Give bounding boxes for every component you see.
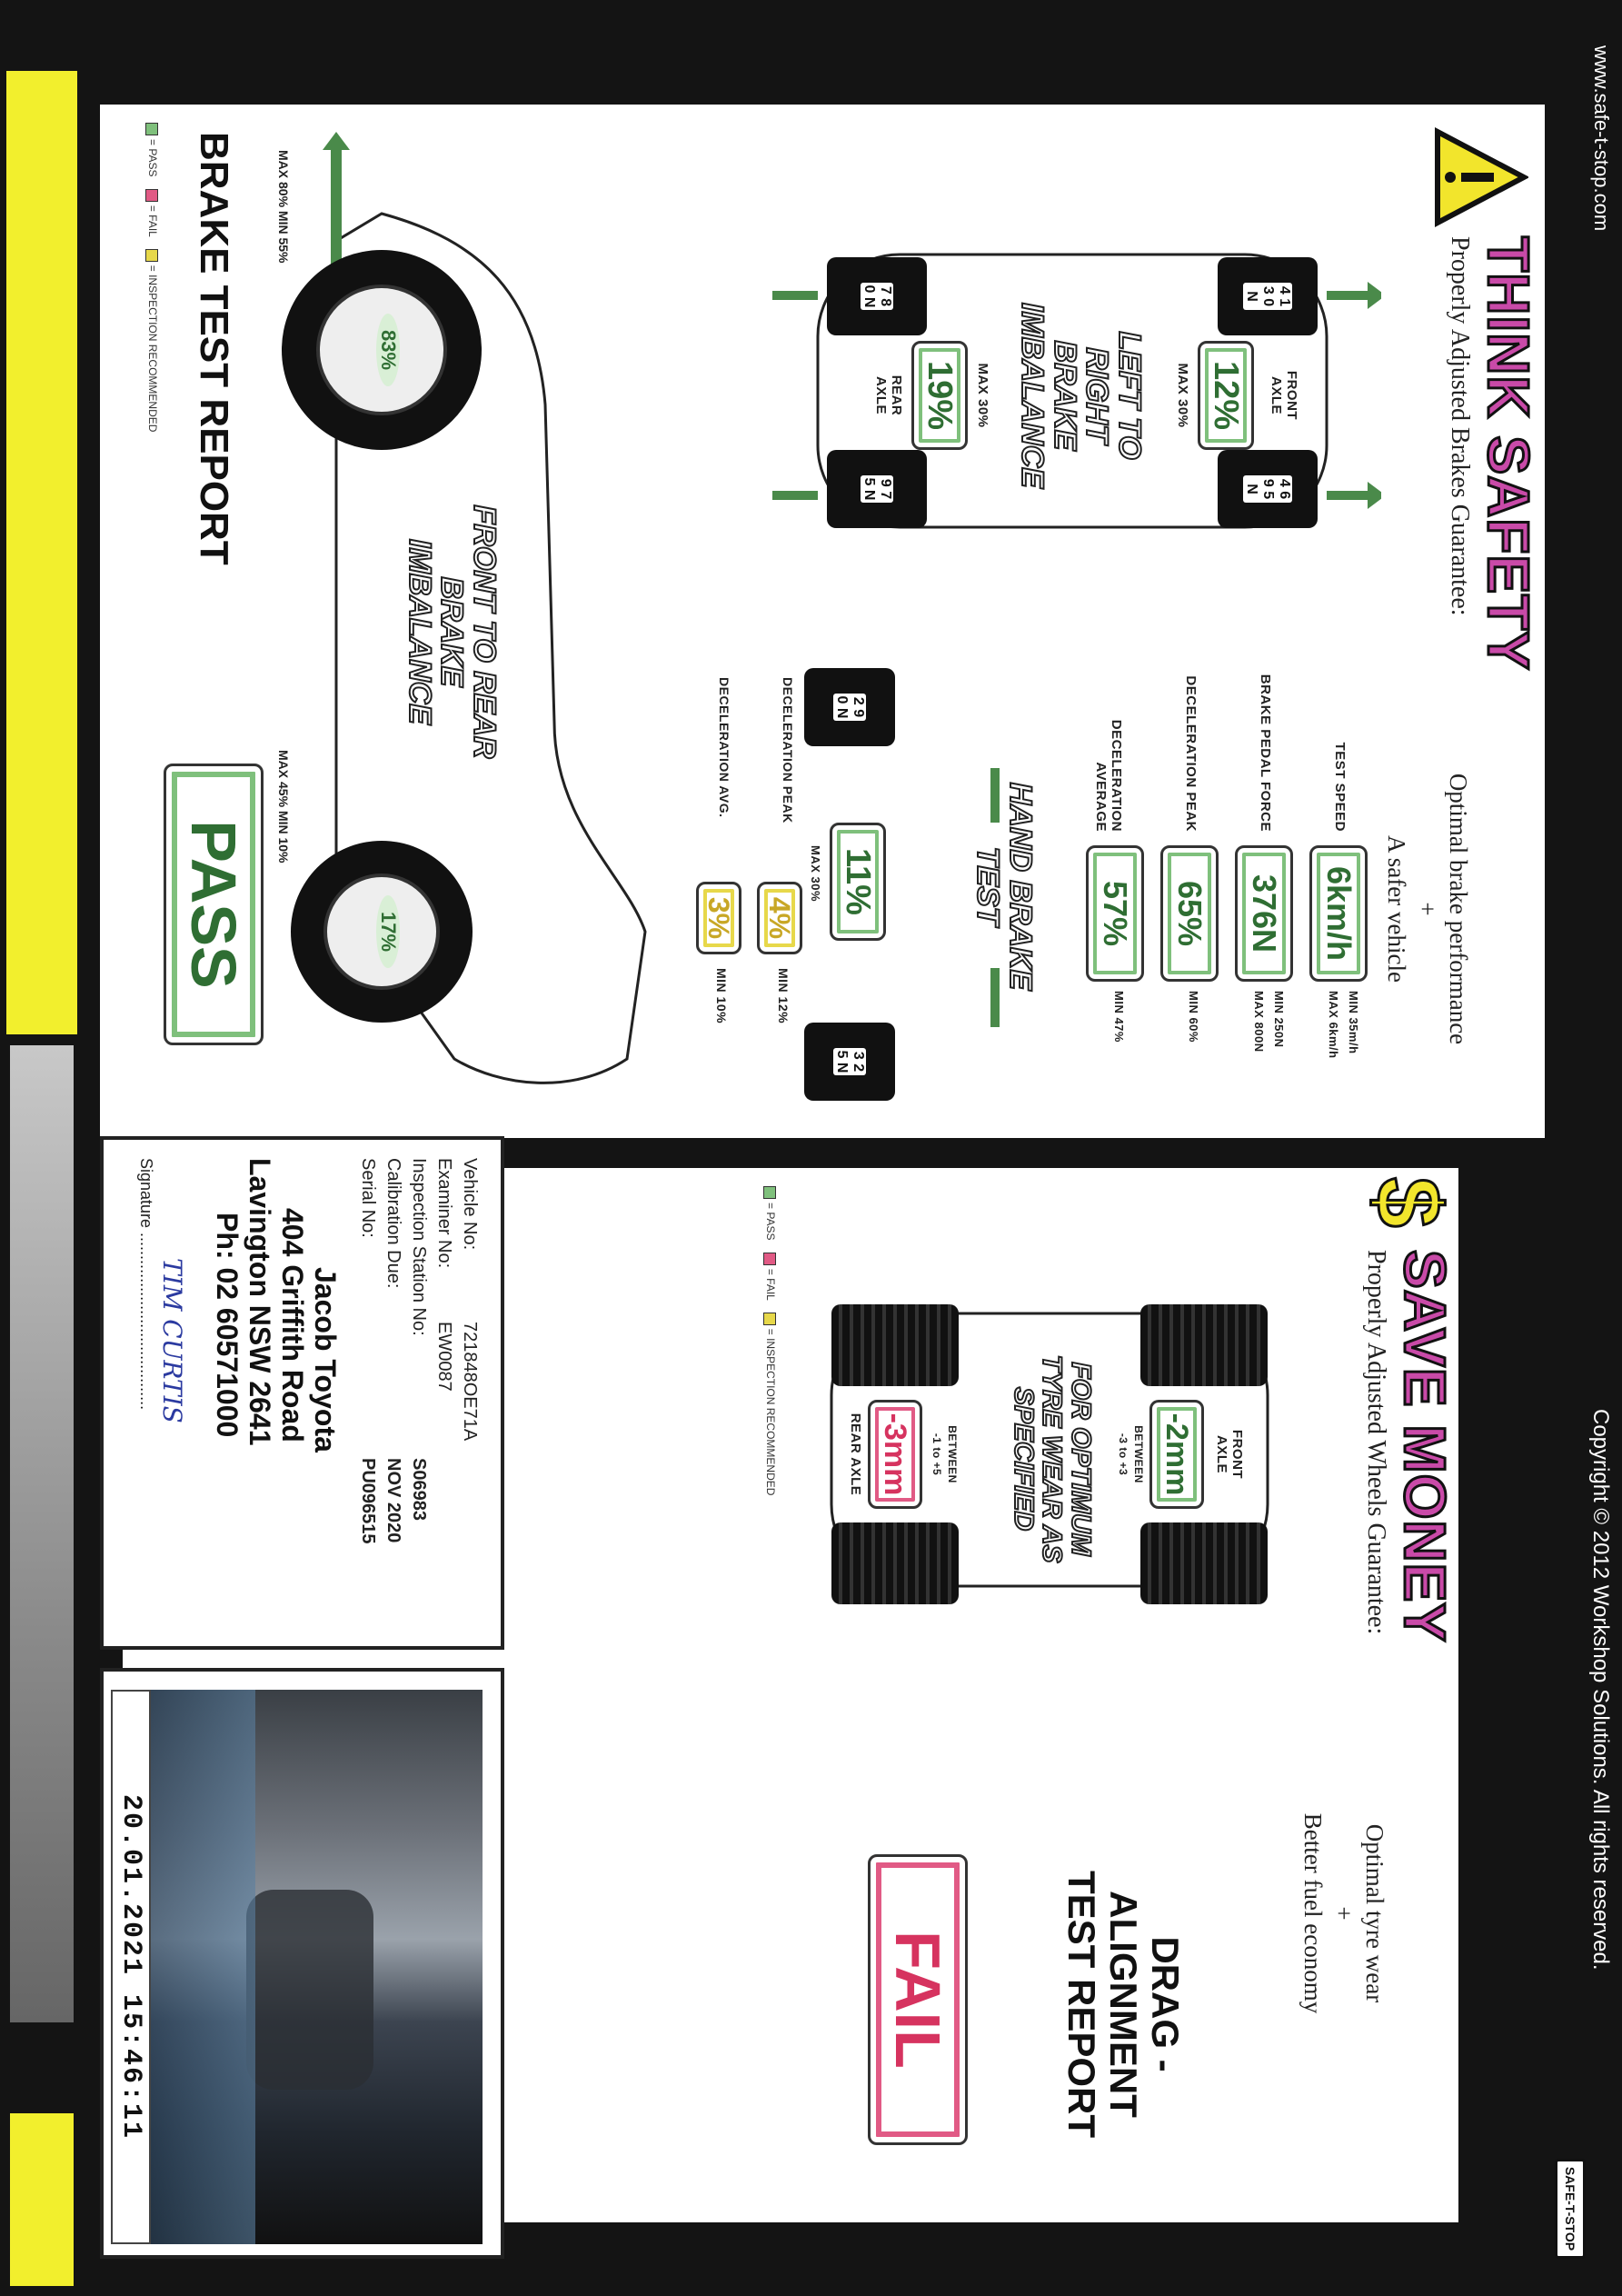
hand-brake-section [741, 668, 1040, 1141]
digit: N [834, 1062, 850, 1073]
stat-value: 57% [1086, 845, 1144, 982]
align-diagram [795, 1223, 1304, 1695]
legend-insp: = INSPECTION RECOMMENDED [146, 265, 159, 433]
legend-pass: = PASS [764, 1203, 777, 1241]
stat-row-pedal-force [1228, 668, 1293, 1104]
brake-line1: Optimal brake performance [1445, 773, 1472, 1045]
rear-right-tyre [827, 450, 927, 528]
digit: 2 [851, 696, 866, 705]
align-rear-right-tyre [831, 1522, 959, 1604]
front-axle-max: MAX 30% [1175, 363, 1190, 428]
warning-triangle-icon [1428, 127, 1528, 227]
front-right-tyre [1218, 450, 1318, 528]
align-rear-range: -1 to +5 [930, 1433, 943, 1476]
align-plus: + [1330, 1906, 1358, 1921]
business-name: Jacob Toyota [309, 1267, 342, 1452]
business-street: 404 Griffith Road [276, 1208, 309, 1442]
rear-wheel-limit: MAX 45% MIN 10% [276, 750, 291, 863]
brake-guarantee-text: Properly Adjusted Brakes Guarantee: [1446, 236, 1474, 616]
safe-t-stop-logo: SAFE-T-STOP [1555, 2159, 1586, 2259]
signature-line: Signature ....................................... [137, 1158, 155, 1411]
photo-timestamp: 20.01.2021 15:46:11 [111, 1690, 151, 2244]
stat-limit-1: MIN 47% [1112, 991, 1126, 1043]
brake-header [1383, 127, 1541, 1127]
front-left-tyre [1218, 257, 1318, 335]
digit: 2 [851, 1063, 866, 1073]
field-label: Inspection Station No: [409, 1158, 429, 1336]
digit: N [861, 489, 877, 501]
field-label: Examiner No: [434, 1158, 454, 1269]
digit: 7 [878, 285, 893, 294]
stat-row-test-speed [1302, 668, 1368, 1104]
camera-photo [146, 1690, 483, 2244]
stat-limit-1: MIN 35m/h [1347, 991, 1360, 1054]
stat-row-decel-average [1079, 668, 1144, 1104]
decel-avg-value: 3% [696, 882, 741, 954]
field-calibration-due [381, 1158, 406, 1631]
align-rear-between: BETWEEN [946, 1425, 959, 1483]
field-label: Serial No: [358, 1158, 378, 1238]
hand-brake-max: MAX 30% [809, 845, 822, 903]
digit: 0 [1260, 298, 1276, 307]
digit: N [834, 707, 850, 719]
digit: 3 [851, 1051, 866, 1060]
field-value: PU096515 [358, 1458, 378, 1544]
legend-fail: = FAIL [146, 205, 159, 237]
tyre-value [1243, 283, 1292, 310]
pass-swatch [145, 123, 158, 135]
business-address [211, 1158, 342, 1631]
field-value: EW0087 [434, 1322, 454, 1392]
digit: 5 [861, 477, 877, 486]
align-report-title [1060, 1804, 1186, 2204]
digit: 5 [1260, 491, 1276, 500]
digit: N [1244, 484, 1259, 494]
brake-line2: A safer vehicle [1383, 835, 1410, 983]
brake-guarantee-lines [1381, 691, 1474, 1127]
rear-wheel-value: 17% [376, 895, 400, 968]
digit: 6 [1277, 491, 1292, 500]
align-guarantee-lines [1298, 1695, 1390, 2131]
rear-axle-max: MAX 30% [975, 363, 990, 428]
grey-gradient-strip [10, 1045, 74, 2022]
yellow-strip [6, 71, 77, 1034]
align-front-label: FRONT AXLE [1214, 1429, 1245, 1480]
stat-value: 6km/h [1309, 845, 1368, 982]
business-phone: Ph: 02 60571000 [211, 1213, 244, 1438]
vehicle-wheel-shape [246, 1890, 373, 2090]
hand-brake-left-tyre [804, 668, 895, 746]
digit: 4 [1277, 285, 1292, 294]
save-money-title: SAVE MONEY [1392, 1250, 1458, 1642]
tyre-value [833, 694, 866, 721]
brake-report-title: BRAKE TEST REPORT [192, 132, 236, 565]
rear-axle-value: 19% [911, 341, 968, 450]
tyre-value [833, 1048, 866, 1075]
digit: 1 [1277, 298, 1292, 307]
insp-swatch [763, 1313, 776, 1325]
align-front-right-tyre [1140, 1522, 1268, 1604]
digit: 9 [1260, 478, 1276, 487]
vehicle-fields [355, 1158, 483, 1631]
rear-axle-label: REAR AXLE [873, 374, 904, 416]
decel-avg-limit: MIN 10% [714, 968, 729, 1024]
legend-fail: = FAIL [764, 1268, 777, 1301]
align-rear-label: REAR AXLE [848, 1413, 863, 1496]
stat-value: 65% [1160, 845, 1219, 982]
fail-swatch [763, 1253, 776, 1265]
tyre-value [1243, 475, 1292, 503]
field-vehicle-no [457, 1158, 483, 1631]
front-rear-imbalance-diagram [264, 132, 682, 1113]
align-title-3: TEST REPORT [1060, 1870, 1103, 2139]
front-wheel-value: 83% [376, 314, 400, 386]
front-axle-label: FRONT AXLE [1269, 370, 1299, 421]
vehicle-details-panel [100, 1136, 504, 1650]
fail-swatch [145, 189, 158, 202]
digit: 9 [878, 478, 893, 487]
digit: N [1244, 291, 1259, 302]
stat-limit-2: MAX 6km/h [1327, 991, 1340, 1059]
align-front-value: -2mm [1149, 1400, 1204, 1509]
tyre-value [861, 475, 893, 503]
align-front-between: BETWEEN [1132, 1425, 1145, 1483]
brake-result-badge: PASS [164, 764, 264, 1045]
website-footer: www.safe-t-stop.com [1590, 45, 1613, 232]
digit: 5 [834, 1050, 850, 1059]
decel-peak-label: DECELERATION PEAK [781, 677, 795, 824]
align-line2: Better fuel economy [1299, 1812, 1327, 2014]
field-label: Calibration Due: [383, 1158, 403, 1289]
digit: 7 [878, 491, 893, 500]
front-wheel-limit: MAX 80% MIN 55% [276, 150, 291, 264]
brake-stats [1068, 668, 1368, 1104]
decel-peak-value: 4% [757, 882, 802, 954]
stat-label: TEST SPEED [1332, 742, 1348, 832]
hand-brake-right-tyre [804, 1023, 895, 1101]
align-front-left-tyre [1140, 1304, 1268, 1386]
align-line1: Optimal tyre wear [1361, 1823, 1388, 2003]
rear-left-tyre [827, 257, 927, 335]
decel-peak-limit: MIN 12% [776, 968, 791, 1024]
copyright-footer: Copyright © 2012 Workshop Solutions. All rights reserved. [1588, 1409, 1613, 1971]
stat-value: 376N [1235, 845, 1293, 982]
lr-imbalance-diagram [763, 159, 1381, 632]
stat-limit-2: MAX 800N [1252, 991, 1266, 1053]
insp-swatch [145, 249, 158, 262]
align-title-2: ALIGNMENT [1102, 1891, 1145, 2118]
think-safety-title: THINK SAFETY [1476, 236, 1541, 671]
align-note: FOR OPTIMUM TYRE WEAR AS SPECIFIED [1009, 1354, 1096, 1563]
signature-name: TIM CURTIS [157, 1258, 187, 1423]
dollar-icon: $ [1358, 1177, 1459, 1228]
hand-brake-value: 11% [830, 823, 886, 941]
legend-insp: = INSPECTION RECOMMENDED [764, 1328, 777, 1496]
align-front-range: -3 to +3 [1117, 1433, 1129, 1476]
yellow-strip-end [10, 2113, 74, 2286]
business-suburb: Lavington NSW 2641 [244, 1158, 276, 1446]
decel-avg-row [691, 668, 745, 1141]
align-rear-left-tyre [831, 1304, 959, 1386]
field-value: 721848OE71A [460, 1322, 480, 1442]
field-label: Vehicle No: [460, 1158, 480, 1251]
align-legend [763, 1177, 777, 1495]
tyre-value [861, 283, 893, 310]
decel-avg-label: DECELERATION AVG. [717, 677, 731, 818]
digit: 0 [861, 285, 877, 294]
digit: 0 [834, 695, 850, 704]
brake-panel [100, 105, 1545, 1138]
align-title-1: DRAG - [1144, 1936, 1187, 2072]
digit: N [861, 296, 877, 308]
photo-panel [100, 1668, 504, 2259]
align-guarantee-text: Properly Adjusted Wheels Guarantee: [1362, 1250, 1390, 1635]
field-value: S06983 [409, 1458, 429, 1521]
front-rear-title: FRONT TO REAR BRAKE IMBALANCE [402, 504, 502, 759]
field-examiner-no [432, 1158, 457, 1631]
stat-label: BRAKE PEDAL FORCE [1258, 674, 1273, 832]
field-value: NOV 2020 [383, 1458, 403, 1543]
field-serial-no [355, 1158, 381, 1631]
digit: 8 [878, 298, 893, 307]
digit: 4 [1277, 478, 1292, 487]
brake-plus: + [1414, 902, 1441, 916]
stat-limit-1: MIN 60% [1187, 991, 1200, 1043]
legend-pass: = PASS [146, 139, 159, 177]
stat-label: DECELERATION AVERAGE [1093, 719, 1124, 832]
hand-brake-title: HAND BRAKE TEST [970, 782, 1038, 991]
digit: 9 [851, 709, 866, 718]
stat-row-decel-peak [1153, 668, 1219, 1104]
align-rear-value: -3mm [868, 1400, 922, 1509]
align-header [1299, 1177, 1459, 2204]
stat-limit-1: MIN 250N [1272, 991, 1286, 1048]
lr-imbalance-title: LEFT TO RIGHT BRAKE IMBALANCE [1014, 303, 1147, 488]
brake-legend [145, 114, 159, 432]
field-station-no [406, 1158, 432, 1631]
floor-shape [146, 1690, 255, 2244]
pass-swatch [763, 1186, 776, 1199]
digit: 3 [1260, 285, 1276, 294]
align-result-badge: FAIL [868, 1854, 968, 2145]
front-axle-value: 12% [1198, 341, 1254, 450]
stat-label: DECELERATION PEAK [1183, 675, 1199, 832]
